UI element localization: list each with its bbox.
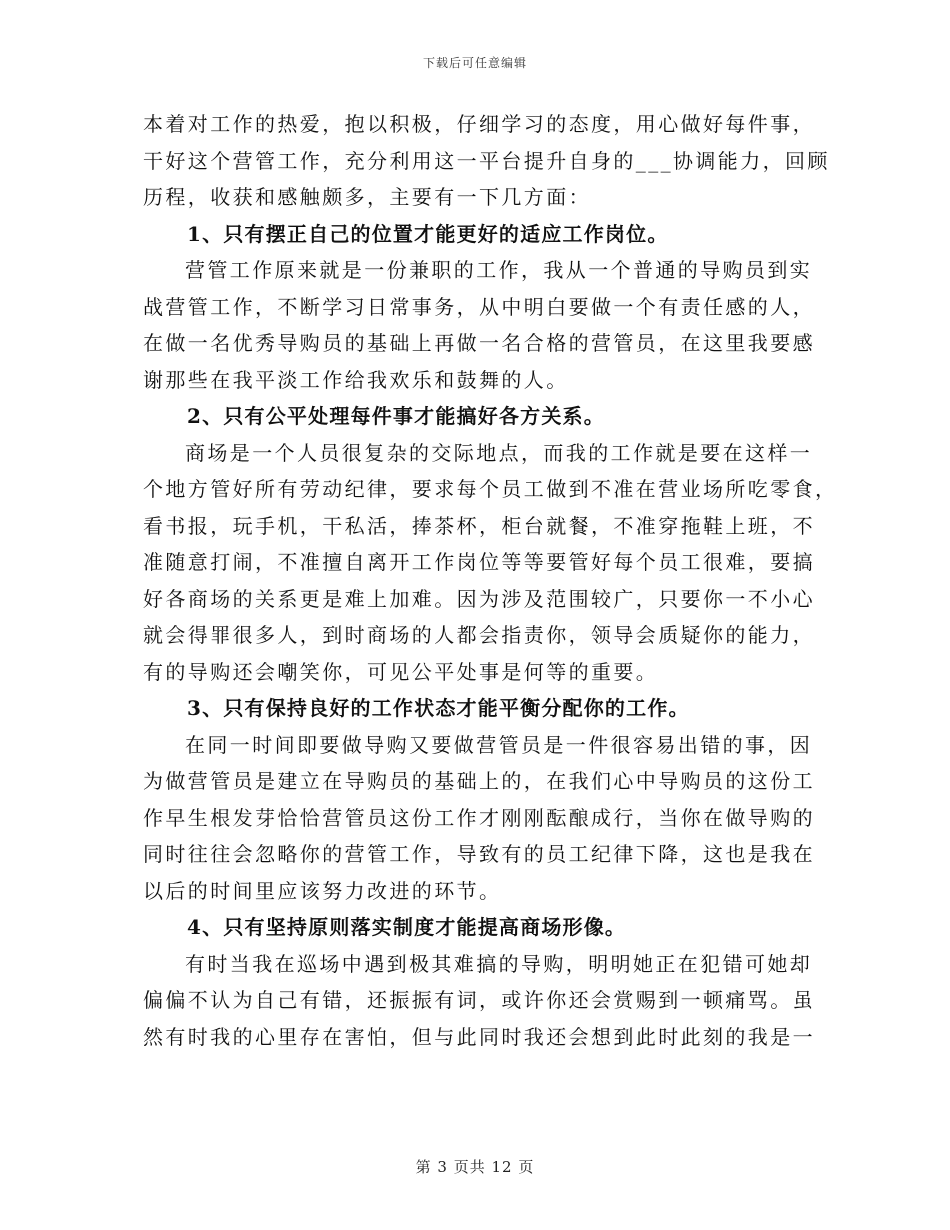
section-heading-1: 1、只有摆正自己的位置才能更好的适应工作岗位。 bbox=[187, 221, 669, 246]
paragraph-line: 偏偏不认为自己有错，还振振有词，或许你还会赏赐到一顿痛骂。虽 bbox=[143, 988, 815, 1012]
paragraph-line: 商场是一个人员很复杂的交际地点，而我的工作就是要在这样一 bbox=[185, 440, 813, 465]
paragraph-line: 在同一时间即要做导购又要做营管员是一件很容易出错的事，因 bbox=[185, 732, 813, 757]
paragraph-line: 在做一名优秀导购员的基础上再做一名合格的营管员，在这里我要感 bbox=[143, 331, 815, 355]
section-heading-4: 4、只有坚持原则落实制度才能提高商场形像。 bbox=[187, 915, 627, 939]
paragraph-line: 干好这个营管工作，充分利用这一平台提升自身的___协调能力，回顾 bbox=[143, 148, 830, 173]
page-number: 第 3 页共 12 页 bbox=[415, 1158, 535, 1176]
paragraph-line: 营管工作原来就是一份兼职的工作，我从一个普通的导购员到实 bbox=[185, 258, 813, 282]
paragraph-line: 有的导购还会嘲笑你，可见公平处事是何等的重要。 bbox=[143, 659, 659, 684]
paragraph-line: 为做营管员是建立在导购员的基础上的，在我们心中导购员的这份工 bbox=[143, 769, 815, 793]
paragraph-line: 以后的时间里应该努力改进的环节。 bbox=[143, 878, 502, 903]
paragraph-line: 好各商场的关系更是难上加难。因为涉及范围较广，只要你一不小心 bbox=[143, 586, 815, 611]
paragraph-line: 就会得罪很多人，到时商场的人都会指责你，领导会质疑你的能力， bbox=[143, 623, 815, 647]
paragraph-line: 历程，收获和感触颇多，主要有一下几方面： bbox=[143, 185, 591, 209]
paragraph-line: 准随意打闹，不准擅自离开工作岗位等等要管好每个员工很难，要搞 bbox=[143, 550, 815, 574]
paragraph-line: 看书报，玩手机，干私活，捧茶杯，柜台就餐，不准穿拖鞋上班，不 bbox=[143, 513, 815, 538]
paragraph-line: 有时当我在巡场中遇到极其难搞的导购，明明她正在犯错可她却 bbox=[185, 951, 813, 976]
paragraph-line: 然有时我的心里存在害怕，但与此同时我还会想到此时此刻的我是一 bbox=[143, 1024, 815, 1049]
section-heading-2: 2、只有公平处理每件事才能搞好各方关系。 bbox=[187, 404, 605, 428]
paragraph-line: 同时往往会忽略你的营管工作，导致有的员工纪律下降，这也是我在 bbox=[143, 842, 815, 866]
paragraph-line: 作早生根发芽恰恰营管员这份工作才刚刚酝酿成行，当你在做导购的 bbox=[143, 805, 815, 830]
section-heading-3: 3、只有保持良好的工作状态才能平衡分配你的工作。 bbox=[187, 696, 690, 720]
paragraph-line: 个地方管好所有劳动纪律，要求每个员工做到不准在营业场所吃零食， bbox=[143, 477, 838, 501]
document-body bbox=[143, 106, 838, 1055]
paragraph-line: 谢那些在我平淡工作给我欢乐和鼓舞的人。 bbox=[143, 367, 569, 392]
paragraph-line: 战营管工作，不断学习日常事务，从中明白要做一个有责任感的人， bbox=[143, 294, 815, 319]
page-header: 下载后可任意编辑 bbox=[422, 56, 527, 70]
paragraph-line: 本着对工作的热爱，抱以积极，仔细学习的态度，用心做好每件事， bbox=[143, 112, 815, 136]
